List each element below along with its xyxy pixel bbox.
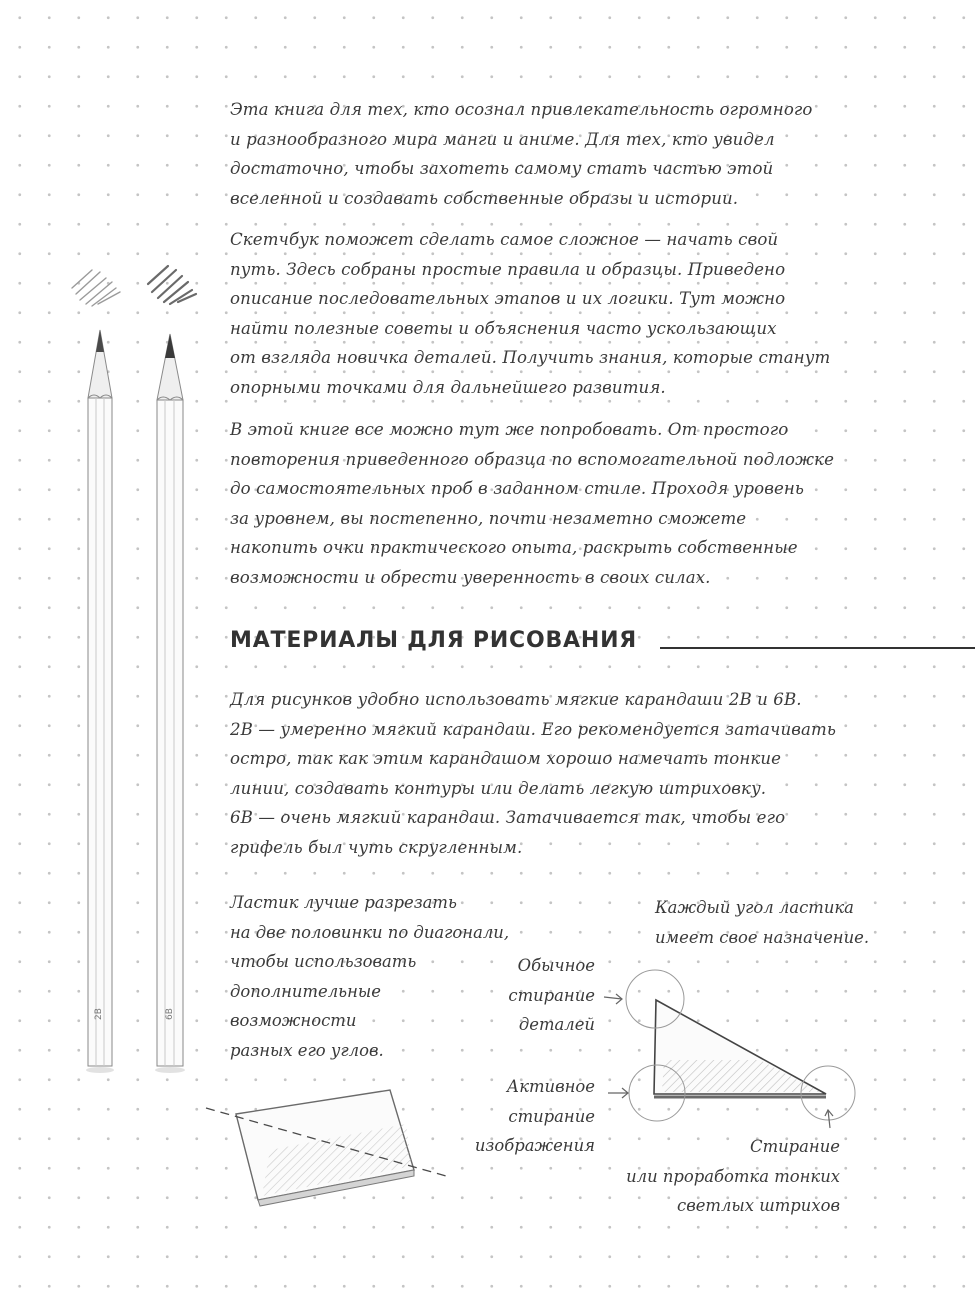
bottom-right-corner-label: Стирание или проработка тонких светлых штрихов	[626, 1137, 840, 1216]
intro-paragraph-2: Скетчбук поможет сделать самое сложное — начать свой путь. Здесь собраны простые правила и образцы. Приведено описание последовательных этапов и их логики. Тут можно найти полезные советы и объяснения часто ускользающих от взгляда новичка деталей. Получить знания, которые станут опорными точками для дальнейшего развития.	[230, 230, 831, 397]
intro-paragraph-1: Эта книга для тех, кто осознал привлекательность огромного и разнообразного мира манги и аниме. Для тех, кто увидел достаточно, чтобы захотеть самому стать частью этой вселенной и создавать собственные образы и истории.	[230, 100, 813, 208]
bottom-left-corner-label: Активное стирание изображения	[474, 1077, 595, 1156]
eraser-block-icon	[206, 1090, 446, 1206]
pencil-6b-icon	[155, 334, 185, 1073]
section-title-materials: МАТЕРИАЛЫ ДЛЯ РИСОВАНИЯ	[230, 628, 638, 653]
eraser-note: Ластик лучше разрезать на две половинки по диагонали, чтобы использовать дополнительные возможности разных его углов.	[230, 893, 510, 1060]
scribble-2b-icon	[72, 270, 120, 306]
pencil-6b-label: 6B	[165, 1008, 175, 1020]
pencil-2b-label: 2B	[94, 1008, 104, 1020]
pencil-2b-icon	[86, 330, 114, 1073]
intro-paragraph-3: В этой книге все можно тут же попробовать. От простого повторения приведенного образца по вспомогательной подложке до самостоятельных проб в заданном стиле. Проходя уровень за уровнем, вы постепенно, почти незаметно сможете накопить очки практического опыта, раскрыть собственные возможности и обрести уверенность в своих силах.	[230, 420, 835, 587]
materials-paragraph: Для рисунков удобно использовать мягкие карандаши 2B и 6B. 2B — умеренно мягкий карандаш. Его рекомендуется затачивать остро, так как этим карандашом хорошо намечать тонкие линии, создавать контуры или делать легкую штриховку. 6B — очень мягкий карандаш. Затачивается так, чтобы его грифель был чуть скругленным.	[230, 690, 836, 857]
triangle-eraser-icon	[626, 970, 855, 1121]
scribble-6b-icon	[148, 266, 196, 304]
corners-note: Каждый угол ластика имеет свое назначение.	[655, 898, 870, 947]
top-corner-label: Обычное стирание деталей	[508, 956, 595, 1035]
